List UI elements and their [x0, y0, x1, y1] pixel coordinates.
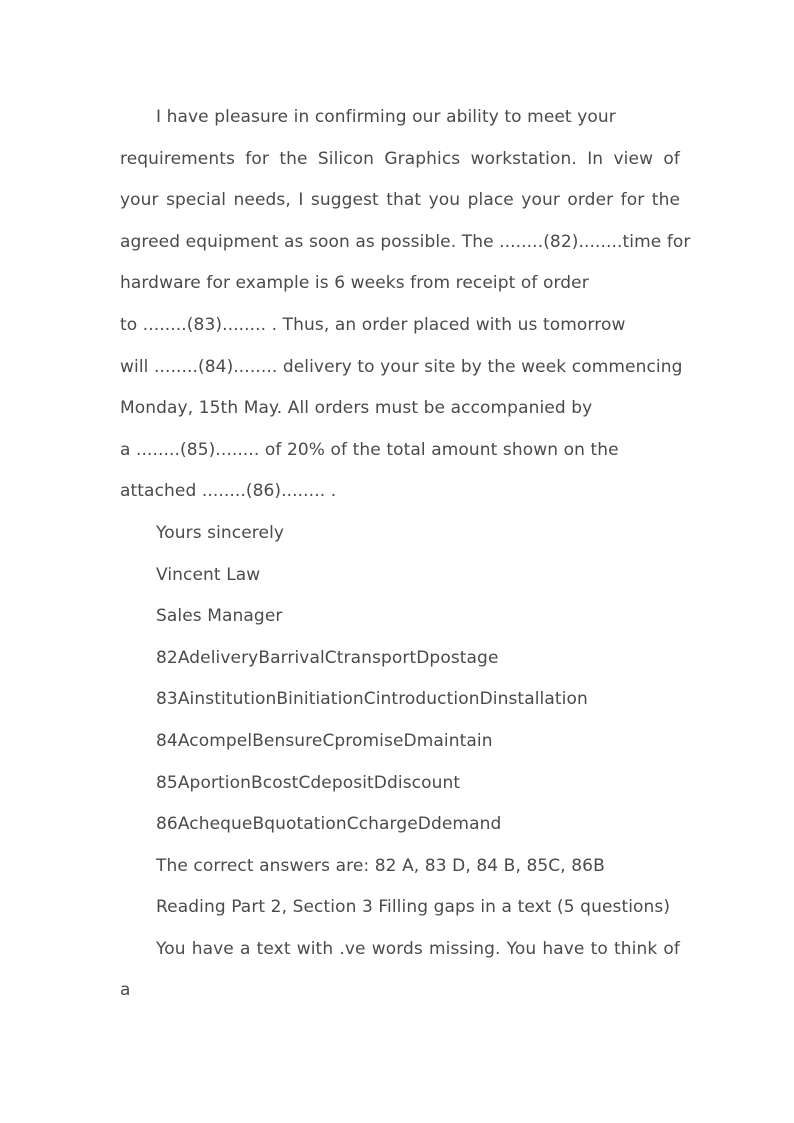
- letter-line: hardware for example is 6 weeks from receipt of order: [120, 273, 589, 294]
- signature-name: Vincent Law: [156, 564, 261, 585]
- instructions-line: a: [120, 980, 131, 1001]
- letter-line: Monday, 15th May. All orders must be accompanied by: [120, 398, 593, 419]
- letter-line: attached ........(86)........ .: [120, 481, 337, 502]
- letter-line: agreed equipment as soon as possible. The ........(82)........time for: [120, 231, 691, 252]
- letter-line: will ........(84)........ delivery to your site by the week commencing: [120, 356, 683, 377]
- letter-line: requirements for the Silicon Graphics workstation. In view of: [120, 148, 680, 169]
- letter-closing: Yours sincerely: [156, 522, 285, 543]
- question-86: 86AchequeBquotationCchargeDdemand: [156, 814, 502, 835]
- letter-line: to ........(83)........ . Thus, an order placed with us tomorrow: [120, 314, 626, 335]
- letter-line: I have pleasure in confirming our ability to meet your: [156, 107, 616, 127]
- section-heading: Reading Part 2, Section 3 Filling gaps in a text (5 questions): [156, 897, 671, 918]
- letter-line: your special needs, I suggest that you place your order for the: [120, 190, 680, 211]
- document-page: [120, 97, 691, 1012]
- signature-title: Sales Manager: [156, 606, 283, 627]
- answer-key: The correct answers are: 82 A, 83 D, 84 B, 85C, 86B: [156, 855, 605, 876]
- question-82: 82AdeliveryBarrivalCtransportDpostage: [156, 647, 499, 668]
- question-84: 84AcompelBensureCpromiseDmaintain: [156, 730, 493, 751]
- letter-line: a ........(85)........ of 20% of the total amount shown on the: [120, 439, 619, 460]
- question-83: 83AinstitutionBinitiationCintroductionDinstallation: [156, 689, 588, 710]
- instructions-line: You have a text with .ve words missing. You have to think of: [156, 938, 680, 959]
- question-85: 85AportionBcostCdepositDdiscount: [156, 772, 461, 793]
